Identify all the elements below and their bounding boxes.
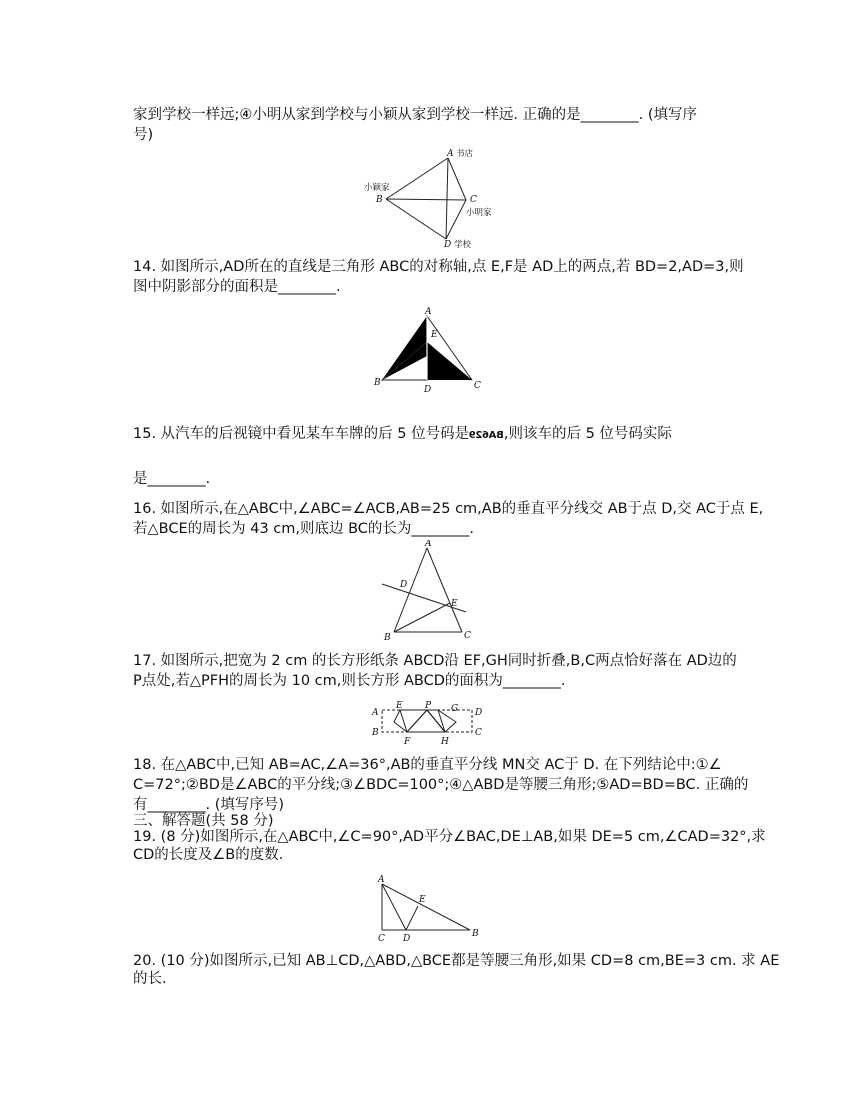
fig17-label-B: B: [372, 728, 379, 738]
q15-text-line-1: [133, 425, 672, 445]
q17-text-line-1: 17. 如图所示,把宽为 2 cm 的长方形纸条 ABCD沿 EF,GH同时折叠,B,C两点恰好落在 AD边的: [133, 653, 737, 669]
figure-q16-triangle: [376, 540, 486, 642]
q14-text-line-1: 14. 如图所示,AD所在的直线是三角形 ABC的对称轴,点 E,F是 AD上的两点,若 BD=2,AD=3,则: [133, 259, 744, 275]
fig13-label-C: C: [470, 195, 477, 205]
fig16-label-A: A: [425, 540, 432, 549]
fig14-label-E: E: [431, 330, 438, 340]
q15-text-line-2: 是________.: [133, 471, 211, 487]
fig17-label-D: D: [475, 708, 483, 718]
figure-q13-map: [360, 148, 510, 250]
fig13-label-school: 学校: [454, 240, 472, 250]
q18-text-line-3: 有________. (填写序号): [133, 797, 285, 813]
q15-suffix: ,则该车的后 5 位号码实际: [503, 426, 672, 442]
fig13-label-A: A: [447, 149, 454, 159]
fig17-label-F: F: [404, 737, 411, 747]
q13-text-line-1: 家到学校一样远;④小明从家到学校与小颖从家到学校一样远. 正确的是________. (填写序: [133, 107, 697, 123]
fig19-label-B: B: [472, 929, 479, 939]
q20-text-line-1: 20. (10 分)如图所示,已知 AB⊥CD,△ABD,△BCE都是等腰三角形,如果 CD=8 cm,BE=3 cm. 求 AE: [133, 953, 780, 969]
fig13-label-B: B: [376, 195, 383, 205]
q18-text-line-2: C=72°;②BD是∠ABC的平分线;③∠BDC=100°;④△ABD是等腰三角形;⑤AD=BD=BC. 正确的: [133, 777, 749, 793]
q16-text-line-2: 若△BCE的周长为 43 cm,则底边 BC的长为________.: [133, 521, 475, 537]
q15-mirrored-plate: BA629: [469, 430, 504, 441]
figure-q17-folded-strip: [366, 700, 491, 750]
fig14-label-F: F: [419, 350, 426, 360]
fig19-label-D: D: [403, 934, 411, 944]
fig13-label-shop: 书店: [456, 149, 474, 159]
q17-text-line-2: P点处,若△PFH的周长为 10 cm,则长方形 ABCD的面积为________.: [133, 673, 566, 689]
fig17-label-P: P: [425, 701, 432, 711]
fig16-label-D: D: [400, 580, 408, 590]
fig16-label-C: C: [464, 631, 471, 641]
figure-q19-right-triangle: [370, 872, 490, 944]
q15-prefix: 15. 从汽车的后视镜中看见某车车牌的后 5 位号码是: [133, 426, 470, 442]
fig16-label-E: E: [451, 599, 458, 609]
fig17-label-C: C: [475, 728, 482, 738]
figure-q14-triangle: [370, 306, 490, 398]
q19-text-line-2: CD的长度及∠B的度数.: [133, 847, 284, 863]
q14-text-line-2: 图中阴影部分的面积是________.: [133, 279, 341, 295]
fig17-label-E: E: [396, 701, 403, 711]
fig17-label-H: H: [441, 737, 449, 747]
q18-text-line-1: 18. 在△ABC中,已知 AB=AC,∠A=36°,AB的垂直平分线 MN交 AC于 D. 在下列结论中:①∠: [133, 757, 722, 773]
q16-text-line-1: 16. 如图所示,在△ABC中,∠ABC=∠ACB,AB=25 cm,AB的垂直平分线交 AB于点 D,交 AC于点 E,: [133, 501, 764, 517]
fig19-label-E: E: [419, 895, 426, 905]
fig13-label-xiaoming: 小明家: [466, 208, 492, 218]
fig17-label-G: G: [451, 704, 459, 714]
fig13-label-D: D: [444, 240, 452, 250]
fig13-label-xiaoying: 小颖家: [364, 183, 390, 193]
fig14-label-D: D: [424, 385, 432, 395]
fig14-label-B: B: [374, 378, 381, 388]
q20-text-line-2: 的长.: [133, 971, 167, 987]
fig14-label-A: A: [425, 307, 432, 317]
fig17-label-A: A: [372, 708, 379, 718]
q19-text-line-1: 19. (8 分)如图所示,在△ABC中,∠C=90°,AD平分∠BAC,DE⊥AB,如果 DE=5 cm,∠CAD=32°,求: [133, 829, 766, 845]
fig19-label-C: C: [378, 934, 385, 944]
section-3-heading: 三、解答题(共 58 分): [133, 813, 274, 829]
fig16-label-B: B: [384, 633, 391, 642]
fig19-label-A: A: [378, 875, 385, 885]
q13-text-line-2: 号): [133, 127, 154, 143]
fig14-label-C: C: [474, 381, 481, 391]
